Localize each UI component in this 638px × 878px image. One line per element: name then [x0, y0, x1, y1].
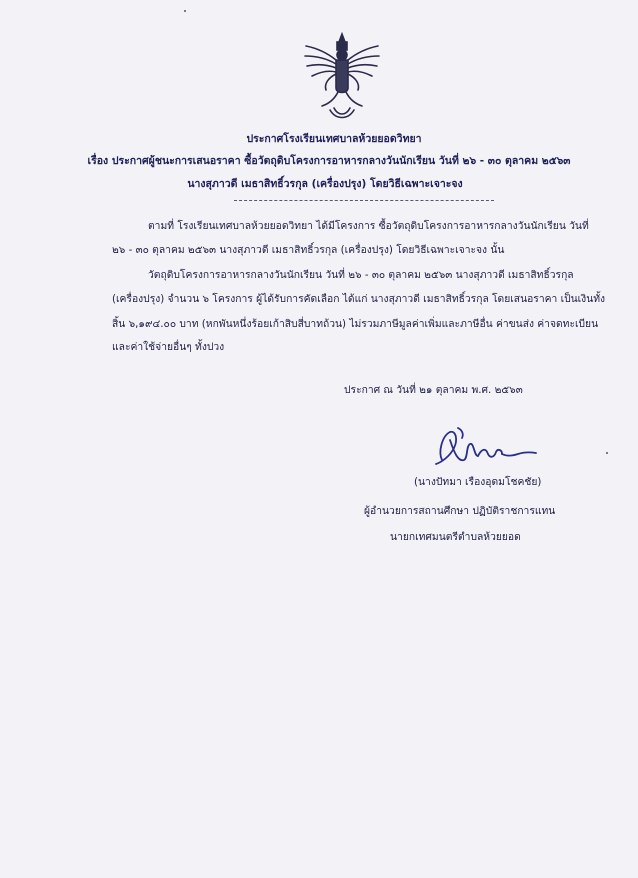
announcement-date: ประกาศ ณ วันที่ ๒๑ ตุลาคม พ.ศ. ๒๕๖๓: [344, 384, 523, 396]
announcement-subject-line2: นางสุภาวดี เมธาสิทธิ์วรกุล (เครื่องปรุง) โดยวิธีเฉพาะเจาะจง: [187, 178, 463, 190]
paragraph-1-line-2: ๒๖ - ๓๐ ตุลาคม ๒๕๖๓ นางสุภาวดี เมธาสิทธิ์วรกุล (เครื่องปรุง) โดยวิธีเฉพาะเจาะจง นั้น: [112, 244, 505, 256]
paragraph-1-line-1: ตามที่ โรงเรียนเทศบาลห้วยยอดวิทยา ได้มีโครงการ ซื้อวัตถุดิบโครงการอาหารกลางวันนักเรียน วันที่: [148, 220, 589, 232]
signatory-position: ผู้อำนวยการสถานศึกษา ปฏิบัติราชการแทน: [364, 505, 556, 517]
announcement-title: ประกาศโรงเรียนเทศบาลห้วยยอดวิทยา: [246, 133, 422, 145]
dashed-divider: [234, 200, 494, 201]
scan-speck: [184, 10, 186, 12]
handwritten-signature-icon: [428, 422, 540, 474]
signatory-name: (นางปัทมา เรืองอุดมโชคชัย): [414, 476, 542, 488]
paragraph-2-line-4: และค่าใช้จ่ายอื่นๆ ทั้งปวง: [112, 341, 225, 353]
garuda-emblem-icon: [300, 30, 384, 122]
paragraph-2-line-2: (เครื่องปรุง) จำนวน ๖ โครงการ ผู้ได้รับการคัดเลือก ได้แก่ นางสุภาวดี เมธาสิทธิ์วรกุล โดยเสนอราคา เป็นเงินทั้ง: [112, 293, 606, 305]
announcement-subject: เรื่อง ประกาศผู้ชนะการเสนอราคา ซื้อวัตถุดิบโครงการอาหารกลางวันนักเรียน วันที่ ๒๖ - ๓๐ ตุลาคม ๒๕๖๓: [87, 155, 571, 167]
paragraph-2-line-3: สิ้น ๖,๑๙๔.๐๐ บาท (หกพันหนึ่งร้อยเก้าสิบสี่บาทถ้วน) ไม่รวมภาษีมูลค่าเพิ่มและภาษีอื่น ค่าขนส่ง ค่าจดทะเบียน: [112, 318, 599, 330]
paragraph-2-line-1: วัตถุดิบโครงการอาหารกลางวันนักเรียน วันที่ ๒๖ - ๓๐ ตุลาคม ๒๕๖๓ นางสุภาวดี เมธาสิทธิ์วรกุล: [148, 269, 574, 281]
signatory-position-2: นายกเทศมนตรีตำบลห้วยยอด: [390, 531, 521, 543]
scan-speck: [606, 452, 608, 454]
